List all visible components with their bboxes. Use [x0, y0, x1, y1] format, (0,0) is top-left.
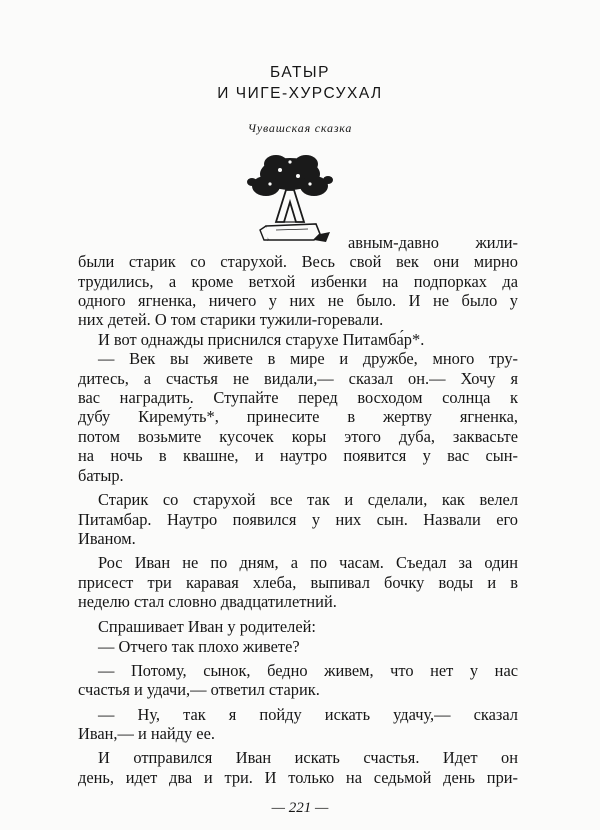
text-line-17: Рос Иван не по дням, а по часам. Съедал за один	[98, 553, 518, 572]
text-line-11: потом возьмите кусочек коры этого дуба, заквасьте	[78, 427, 518, 446]
text-line-3: трудились, а кроме ветхой избенки на подпорках да	[78, 272, 518, 291]
story-subtitle: Чувашская сказка	[247, 121, 353, 135]
story-title-line2: И ЧИГЕ-ХУРСУХАЛ	[217, 85, 383, 102]
drop-cap-tree-illustration	[246, 152, 334, 252]
text-line-7: — Век вы живете в мире и дружбе, много тру-	[98, 349, 518, 368]
text-line-27: день, идет два и три. И только на седьмой день при-	[78, 768, 518, 787]
text-line-18: присест три каравая хлеба, выпивал бочку воды и в	[78, 573, 518, 592]
text-line-14: Старик со старухой все так и сделали, как велел	[98, 490, 518, 509]
text-line-26: И отправился Иван искать счастья. Идет он	[98, 748, 518, 767]
text-line-24: — Ну, так я пойду искать удачу,— сказал	[98, 705, 518, 724]
text-line-10: дубу Кирему́ть*, принесите в жертву ягненка,	[78, 407, 518, 426]
text-line-15: Питамбар. Наутро появился у них сын. Назвали его	[78, 510, 518, 529]
text-line-4: одного ягненка, ничего у них не было. И не было у	[78, 291, 518, 310]
text-line-8: дитесь, а счастья не видали,— сказал он.— Хочу я	[78, 369, 518, 388]
text-line-5: них детей. О том старики тужили-горевали.	[78, 310, 384, 329]
text-line-2: были старик со старухой. Весь свой век они мирно	[78, 252, 518, 271]
text-line-16: Иваном.	[78, 529, 136, 548]
text-line-6: И вот однажды приснился старухе Питамба́р*.	[98, 330, 425, 349]
text-line-1: авным-давно жили-	[348, 233, 518, 252]
text-line-12: на ночь в квашне, и наутро появится у вас сын-	[78, 446, 518, 465]
text-line-25: Иван,— и найду ее.	[78, 724, 215, 743]
text-line-22: — Потому, сынок, бедно живем, что нет у нас	[98, 661, 518, 680]
text-line-9: вас наградить. Ступайте перед восходом солнца к	[78, 388, 518, 407]
text-line-23: счастья и удачи,— ответил старик.	[78, 680, 320, 699]
text-line-20: Спрашивает Иван у родителей:	[98, 617, 316, 636]
story-title-line1: БАТЫР	[270, 64, 330, 81]
text-line-13: батыр.	[78, 466, 124, 485]
page-number: — 221 —	[271, 800, 329, 816]
text-line-21: — Отчего так плохо живете?	[98, 637, 300, 656]
text-line-19: неделю стал словно двадцатилетний.	[78, 592, 337, 611]
